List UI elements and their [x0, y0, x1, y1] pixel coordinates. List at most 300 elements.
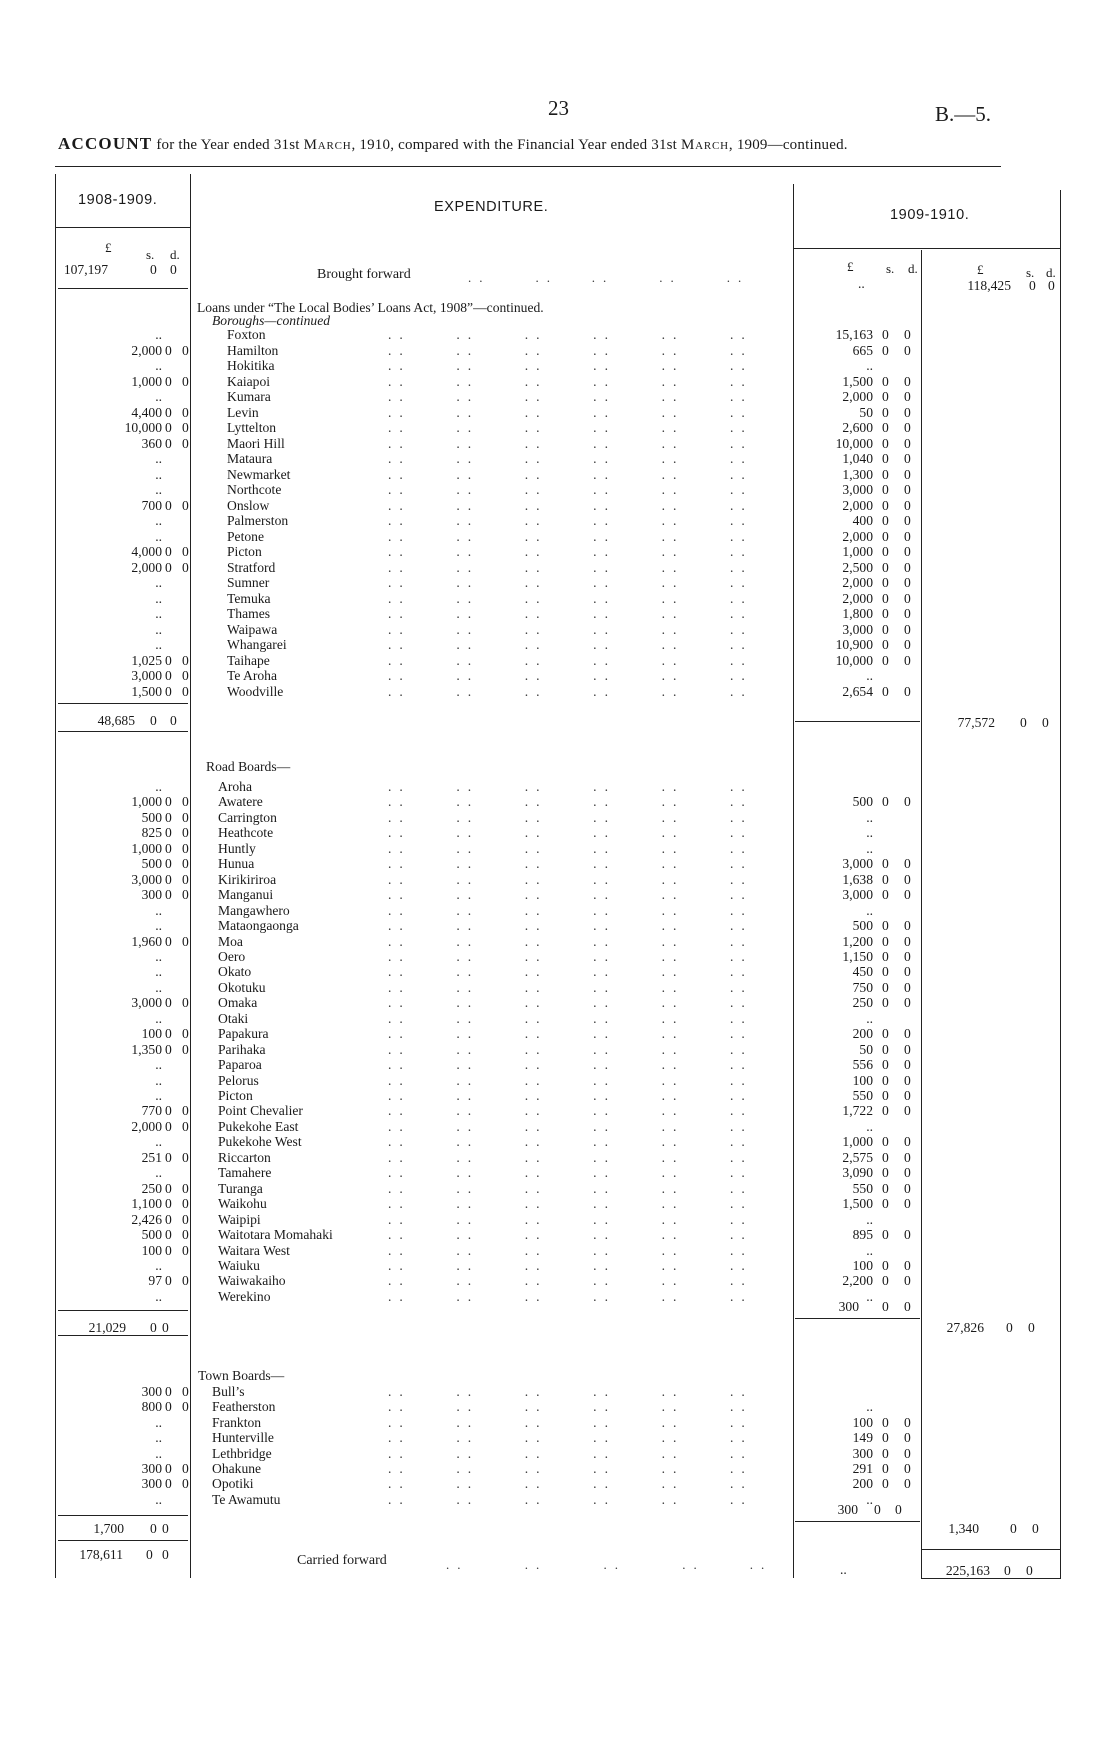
row-prev-amount: 100 [141, 1026, 162, 1042]
town-boards-heading: Town Boards— [198, 1368, 285, 1383]
row-prev-amount: .. [155, 327, 162, 342]
row-name: Picton [218, 1088, 253, 1103]
row-prev-amount: .. [155, 1445, 162, 1461]
table-row [0, 1196, 1114, 1211]
row-curr-shillings: 0 [882, 1026, 889, 1042]
table-row [0, 374, 1114, 389]
row-leader-dots: .. .. .. .. .. .. [388, 466, 753, 482]
row-curr-pence: 0 [904, 1227, 911, 1243]
row-curr-amount: 2,600 [842, 420, 873, 435]
row-curr-amount: 500 [852, 918, 873, 934]
row-leader-dots: .. .. .. .. .. .. [388, 902, 753, 918]
row-leader-dots: .. .. .. .. .. .. [388, 948, 753, 964]
row-name: Mataura [227, 451, 273, 466]
row-prev-shillings: 0 [165, 794, 172, 810]
row-curr-amount: 300 [852, 1445, 873, 1461]
row-prev-shillings: 0 [165, 856, 172, 872]
row-leader-dots: .. .. .. .. .. .. [388, 1026, 753, 1042]
table-row [0, 498, 1114, 513]
row-curr-amount: 15,163 [835, 327, 873, 342]
row-prev-pence: 0 [182, 373, 189, 389]
row-prev-amount: 300 [141, 1461, 162, 1476]
town-boards-subtotal-prev-d: 0 [162, 1521, 169, 1536]
row-leader-dots: .. .. .. .. .. .. [388, 1088, 753, 1103]
row-prev-shillings: 0 [165, 1149, 172, 1165]
table-row [0, 575, 1114, 590]
row-prev-shillings: 0 [165, 544, 172, 559]
table-row [0, 934, 1114, 949]
row-curr-amount: 100 [852, 1257, 873, 1273]
row-curr-pence: 0 [904, 404, 911, 420]
row-leader-dots: .. .. .. .. .. .. [388, 964, 753, 980]
row-name: Petone [227, 528, 264, 544]
row-prev-amount: 251 [141, 1149, 162, 1165]
table-row [0, 918, 1114, 933]
row-leader-dots: .. .. .. .. .. .. [388, 933, 753, 949]
row-curr-pence: 0 [904, 1149, 911, 1165]
table-row [0, 1103, 1114, 1118]
row-prev-pence: 0 [182, 342, 189, 358]
row-name: Palmerston [227, 513, 289, 528]
carried-forward-leader: .. .. .. .. .. [446, 1557, 773, 1572]
row-curr-amount: .. [866, 1010, 873, 1026]
row-prev-shillings: 0 [165, 995, 172, 1011]
row-leader-dots: .. .. .. .. .. .. [388, 840, 753, 856]
row-curr-amount: 665 [852, 342, 873, 358]
curr-pound-unit: £ [847, 259, 854, 274]
row-curr-shillings: 0 [882, 856, 889, 872]
row-curr-shillings: 0 [882, 373, 889, 389]
row-name: Mataongaonga [218, 918, 299, 934]
row-name: Waitara West [218, 1242, 290, 1258]
row-curr-pence: 0 [904, 1461, 911, 1476]
row-curr-amount: .. [866, 1288, 873, 1304]
table-row [0, 856, 1114, 871]
road-boards-prev-rule-2 [58, 1335, 188, 1336]
table-row [0, 1119, 1114, 1134]
row-leader-dots: .. .. .. .. .. .. [388, 652, 753, 668]
row-prev-amount: 800 [141, 1399, 162, 1415]
row-leader-dots: .. .. .. .. .. .. [388, 825, 753, 841]
row-prev-pence: 0 [182, 559, 189, 575]
row-prev-shillings: 0 [165, 1026, 172, 1042]
row-prev-amount: 100 [141, 1242, 162, 1258]
row-leader-dots: .. .. .. .. .. .. [388, 1288, 753, 1304]
row-curr-shillings: 0 [882, 389, 889, 404]
row-name: Temuka [227, 590, 271, 606]
row-curr-shillings: 0 [882, 1430, 889, 1446]
row-curr-amount: .. [866, 358, 873, 373]
road-boards-extra-curr-d: 0 [904, 1299, 911, 1314]
row-leader-dots: .. .. .. .. .. .. [388, 559, 753, 575]
row-curr-amount: 1,200 [842, 933, 873, 949]
row-curr-pence: 0 [904, 606, 911, 621]
row-leader-dots: .. .. .. .. .. .. [388, 1041, 753, 1057]
row-prev-amount: 2,000 [131, 1118, 162, 1134]
row-prev-shillings: 0 [165, 933, 172, 949]
carried-forward-label: Carried forward [297, 1553, 387, 1568]
row-curr-shillings: 0 [882, 1165, 889, 1181]
row-leader-dots: .. .. .. .. .. .. [388, 794, 753, 810]
row-prev-amount: 2,000 [131, 342, 162, 358]
row-curr-amount: 1,638 [842, 871, 873, 887]
row-prev-shillings: 0 [165, 420, 172, 435]
table-row [0, 1134, 1114, 1149]
table-row [0, 1212, 1114, 1227]
row-curr-pence: 0 [904, 544, 911, 559]
row-curr-amount: 1,040 [842, 451, 873, 466]
row-curr-pence: 0 [904, 466, 911, 482]
row-prev-amount: .. [155, 466, 162, 482]
row-prev-shillings: 0 [165, 559, 172, 575]
row-name: Whangarei [227, 637, 287, 652]
row-prev-amount: 97 [148, 1273, 162, 1289]
row-leader-dots: .. .. .. .. .. .. [388, 779, 753, 794]
row-curr-amount: 3,000 [842, 621, 873, 637]
row-curr-shillings: 0 [882, 1072, 889, 1088]
row-curr-amount: 895 [852, 1227, 873, 1243]
row-prev-amount: 500 [141, 856, 162, 872]
row-curr-shillings: 0 [882, 544, 889, 559]
row-prev-amount: .. [155, 948, 162, 964]
row-curr-amount: .. [866, 1211, 873, 1227]
row-prev-amount: .. [155, 389, 162, 404]
title-fragment: for the Year ended 31st [156, 137, 304, 153]
town-boards-extra-curr: 300 [837, 1502, 858, 1517]
row-curr-amount: 400 [852, 513, 873, 528]
boroughs-subtotal-prev-s: 0 [150, 713, 157, 728]
row-name: Pelorus [218, 1072, 259, 1088]
row-curr-shillings: 0 [882, 1476, 889, 1492]
brought-forward-prev-d: 0 [170, 262, 177, 277]
row-curr-pence: 0 [904, 887, 911, 903]
row-prev-amount: .. [155, 482, 162, 497]
row-prev-shillings: 0 [165, 1384, 172, 1399]
row-curr-pence: 0 [904, 637, 911, 652]
row-curr-pence: 0 [904, 856, 911, 872]
row-curr-pence: 0 [904, 652, 911, 668]
row-prev-pence: 0 [182, 1242, 189, 1258]
row-curr-pence: 0 [904, 1072, 911, 1088]
row-prev-amount: .. [155, 1414, 162, 1430]
row-curr-amount: .. [866, 1118, 873, 1134]
row-name: Bull’s [212, 1384, 245, 1399]
row-prev-amount: 3,000 [131, 995, 162, 1011]
row-curr-pence: 0 [904, 1476, 911, 1492]
row-curr-amount: .. [866, 902, 873, 918]
row-name: Waitotara Momahaki [218, 1227, 333, 1243]
row-name: Otaki [218, 1010, 249, 1026]
table-row [0, 1073, 1114, 1088]
row-prev-pence: 0 [182, 1384, 189, 1399]
table-row [0, 327, 1114, 342]
row-curr-shillings: 0 [882, 1103, 889, 1119]
row-curr-pence: 0 [904, 590, 911, 606]
row-leader-dots: .. .. .. .. .. .. [388, 327, 753, 342]
table-top-rule [55, 166, 1001, 167]
row-curr-shillings: 0 [882, 683, 889, 699]
row-prev-amount: 4,000 [131, 544, 162, 559]
title-lead: ACCOUNT [58, 134, 153, 153]
table-row [0, 622, 1114, 637]
row-name: Opotiki [212, 1476, 254, 1492]
row-name: Te Aroha [227, 668, 278, 683]
row-curr-shillings: 0 [882, 933, 889, 949]
row-prev-amount: 1,000 [131, 373, 162, 389]
row-prev-amount: 3,000 [131, 871, 162, 887]
row-name: Stratford [227, 559, 276, 575]
curr-shilling-unit: s. [886, 261, 895, 276]
boroughs-total-d: 0 [1042, 715, 1049, 730]
row-name: Hokitika [227, 358, 275, 373]
brought-forward-label: Brought forward [317, 267, 411, 282]
row-curr-shillings: 0 [882, 451, 889, 466]
row-curr-pence: 0 [904, 995, 911, 1011]
table-row [0, 358, 1114, 373]
row-prev-amount: 2,000 [131, 559, 162, 575]
row-prev-shillings: 0 [165, 1041, 172, 1057]
row-leader-dots: .. .. .. .. .. .. [388, 1118, 753, 1134]
row-prev-amount: 500 [141, 809, 162, 825]
row-prev-pence: 0 [182, 1180, 189, 1196]
row-curr-pence: 0 [904, 482, 911, 497]
table-row [0, 1011, 1114, 1026]
boroughs-subtotal-prev-d: 0 [170, 713, 177, 728]
table-row [0, 1492, 1114, 1507]
road-boards-subtotal-prev-d: 0 [162, 1320, 169, 1335]
brought-forward-prev-s: 0 [150, 262, 157, 277]
row-curr-shillings: 0 [882, 482, 889, 497]
row-curr-shillings: 0 [882, 794, 889, 810]
table-row [0, 810, 1114, 825]
loans-heading: Loans under “The Local Bodies’ Loans Act, 1908”—continued. [197, 300, 544, 315]
town-boards-total-s: 0 [1010, 1521, 1017, 1536]
row-name: Waipawa [227, 621, 278, 637]
row-prev-amount: .. [155, 1072, 162, 1088]
row-curr-pence: 0 [904, 1445, 911, 1461]
row-name: Riccarton [218, 1149, 271, 1165]
row-leader-dots: .. .. .. .. .. .. [388, 668, 753, 683]
row-curr-pence: 0 [904, 1414, 911, 1430]
row-prev-shillings: 0 [165, 840, 172, 856]
row-leader-dots: .. .. .. .. .. .. [388, 1211, 753, 1227]
brought-forward-prev-amount: 107,197 [63, 262, 108, 277]
carried-forward-total: 225,163 [945, 1563, 990, 1578]
town-boards-subtotal-prev: 1,700 [93, 1521, 124, 1536]
row-leader-dots: .. .. .. .. .. .. [388, 1072, 753, 1088]
row-prev-pence: 0 [182, 497, 189, 513]
total-pound-unit: £ [977, 262, 984, 277]
row-leader-dots: .. .. .. .. .. .. [388, 1010, 753, 1026]
row-prev-amount: .. [155, 451, 162, 466]
row-prev-shillings: 0 [165, 1399, 172, 1415]
column-header-1909-1910: 1909-1910. [890, 207, 970, 223]
row-name: Pukekohe West [218, 1134, 302, 1150]
row-curr-shillings: 0 [882, 637, 889, 652]
row-prev-amount: .. [155, 1088, 162, 1103]
row-prev-shillings: 0 [165, 1180, 172, 1196]
table-row [0, 1057, 1114, 1072]
row-curr-shillings: 0 [882, 652, 889, 668]
row-prev-amount: 10,000 [124, 420, 162, 435]
row-curr-pence: 0 [904, 1026, 911, 1042]
carried-forward-total-d: 0 [1026, 1563, 1033, 1578]
table-row [0, 405, 1114, 420]
road-boards-subtotal-prev: 21,029 [88, 1320, 126, 1335]
row-curr-amount: .. [866, 668, 873, 683]
row-curr-pence: 0 [904, 1257, 911, 1273]
row-prev-shillings: 0 [165, 1476, 172, 1492]
row-prev-amount: .. [155, 964, 162, 980]
row-leader-dots: .. .. .. .. .. .. [388, 887, 753, 903]
row-curr-amount: 100 [852, 1414, 873, 1430]
row-prev-shillings: 0 [165, 435, 172, 451]
table-row [0, 467, 1114, 482]
prev-pence-unit: d. [170, 247, 180, 262]
table-row [0, 1227, 1114, 1242]
road-boards-heading: Road Boards— [206, 759, 291, 774]
row-prev-shillings: 0 [165, 887, 172, 903]
table-row [0, 1026, 1114, 1041]
row-prev-amount: 2,426 [131, 1211, 162, 1227]
row-prev-shillings: 0 [165, 652, 172, 668]
town-boards-total-d: 0 [1032, 1521, 1039, 1536]
row-curr-amount: 2,000 [842, 575, 873, 590]
row-leader-dots: .. .. .. .. .. .. [388, 1414, 753, 1430]
row-prev-amount: 1,960 [131, 933, 162, 949]
row-name: Kumara [227, 389, 271, 404]
row-curr-amount: 1,000 [842, 544, 873, 559]
road-boards-extra-curr-s: 0 [882, 1299, 889, 1314]
row-prev-amount: .. [155, 918, 162, 934]
row-leader-dots: .. .. .. .. .. .. [388, 1461, 753, 1476]
town-boards-prev-rule [58, 1515, 188, 1516]
row-curr-pence: 0 [904, 918, 911, 934]
row-curr-shillings: 0 [882, 1196, 889, 1212]
prev-pound-unit: £ [105, 240, 112, 255]
page-title [58, 134, 848, 154]
row-curr-shillings: 0 [882, 404, 889, 420]
prev-shilling-unit: s. [146, 247, 155, 262]
row-prev-pence: 0 [182, 995, 189, 1011]
row-curr-pence: 0 [904, 497, 911, 513]
row-curr-amount: .. [866, 1399, 873, 1415]
row-curr-amount: 291 [852, 1461, 873, 1476]
row-curr-amount: 556 [852, 1057, 873, 1073]
row-name: Omaka [218, 995, 258, 1011]
table-row [0, 451, 1114, 466]
table-row [0, 887, 1114, 902]
carried-forward-total-s: 0 [1004, 1563, 1011, 1578]
row-prev-amount: .. [155, 1288, 162, 1304]
row-prev-pence: 0 [182, 683, 189, 699]
title-fragment: , 1909—continued. [728, 137, 848, 153]
row-name: Maori Hill [227, 435, 285, 451]
row-curr-shillings: 0 [882, 948, 889, 964]
row-curr-shillings: 0 [882, 1041, 889, 1057]
brought-forward-curr: .. [858, 276, 865, 291]
row-curr-pence: 0 [904, 528, 911, 544]
row-curr-shillings: 0 [882, 887, 889, 903]
row-name: Carrington [218, 809, 277, 825]
table-row [0, 653, 1114, 668]
row-curr-amount: 1,722 [842, 1103, 873, 1119]
table-row [0, 794, 1114, 809]
row-leader-dots: .. .. .. .. .. .. [388, 528, 753, 544]
row-curr-amount: 1,800 [842, 606, 873, 621]
row-leader-dots: .. .. .. .. .. .. [388, 575, 753, 590]
row-curr-amount: 1,500 [842, 1196, 873, 1212]
row-curr-shillings: 0 [882, 1180, 889, 1196]
row-curr-shillings: 0 [882, 1227, 889, 1243]
curr-pence-unit: d. [908, 261, 918, 276]
table-row [0, 1243, 1114, 1258]
row-prev-shillings: 0 [165, 1273, 172, 1289]
table-row [0, 389, 1114, 404]
table-row [0, 1165, 1114, 1180]
row-leader-dots: .. .. .. .. .. .. [388, 1134, 753, 1150]
carried-forward-prev-s: 0 [146, 1547, 153, 1562]
row-prev-pence: 0 [182, 887, 189, 903]
row-curr-amount: 3,000 [842, 887, 873, 903]
row-curr-pence: 0 [904, 871, 911, 887]
brought-forward-total-s: 0 [1029, 278, 1036, 293]
row-leader-dots: .. .. .. .. .. .. [388, 637, 753, 652]
carried-forward-curr: .. [840, 1562, 847, 1577]
row-curr-shillings: 0 [882, 1445, 889, 1461]
row-curr-amount: 2,500 [842, 559, 873, 575]
table-row [0, 513, 1114, 528]
row-prev-shillings: 0 [165, 1461, 172, 1476]
row-prev-amount: .. [155, 1491, 162, 1507]
road-boards-total: 27,826 [946, 1320, 984, 1335]
row-curr-amount: .. [866, 825, 873, 841]
row-curr-pence: 0 [904, 1057, 911, 1073]
row-name: Lethbridge [212, 1445, 272, 1461]
row-curr-amount: 1,300 [842, 466, 873, 482]
row-name: Hamilton [227, 342, 279, 358]
row-leader-dots: .. .. .. .. .. .. [388, 621, 753, 637]
row-prev-amount: .. [155, 902, 162, 918]
row-prev-shillings: 0 [165, 683, 172, 699]
town-boards-extra-curr-d: 0 [895, 1502, 902, 1517]
row-leader-dots: .. .. .. .. .. .. [388, 606, 753, 621]
row-curr-shillings: 0 [882, 575, 889, 590]
row-curr-shillings: 0 [882, 528, 889, 544]
row-prev-pence: 0 [182, 1149, 189, 1165]
row-prev-amount: .. [155, 358, 162, 373]
row-prev-amount: .. [155, 575, 162, 590]
row-curr-pence: 0 [904, 979, 911, 995]
row-prev-pence: 0 [182, 1273, 189, 1289]
row-curr-amount: .. [866, 809, 873, 825]
row-prev-pence: 0 [182, 1476, 189, 1492]
row-name: Moa [218, 933, 243, 949]
row-curr-pence: 0 [904, 327, 911, 342]
boroughs-total: 77,572 [957, 715, 995, 730]
column-header-expenditure: EXPENDITURE. [434, 199, 549, 215]
row-prev-amount: 300 [141, 1384, 162, 1399]
table-row [0, 949, 1114, 964]
row-curr-amount: 50 [859, 1041, 873, 1057]
row-leader-dots: .. .. .. .. .. .. [388, 389, 753, 404]
row-curr-pence: 0 [904, 794, 911, 810]
row-curr-amount: 1,000 [842, 1134, 873, 1150]
table-row [0, 544, 1114, 559]
road-boards-prev-rule [58, 1310, 188, 1311]
row-prev-amount: .. [155, 1257, 162, 1273]
row-curr-shillings: 0 [882, 979, 889, 995]
